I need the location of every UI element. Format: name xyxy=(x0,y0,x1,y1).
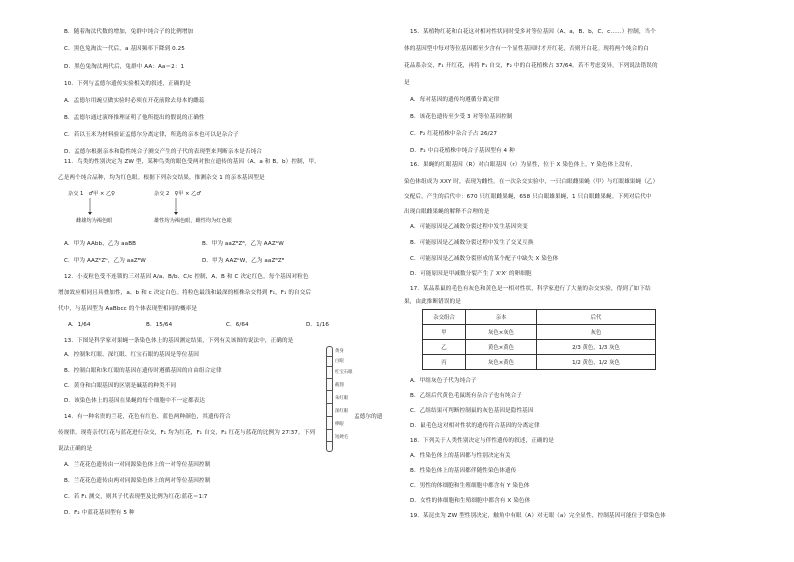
gene-label: 红宝石眼 xyxy=(335,370,353,375)
q15-option-d: D．F₂ 中白花植株中纯合子基因型有 4 种 xyxy=(410,148,515,154)
q16-option-b: B．可能原因是乙减数分裂过程中发生了交叉互换 xyxy=(410,240,534,246)
q12-option-b: B．15/64 xyxy=(146,322,173,328)
q13-stem: 13．下图是科学家对果蝇一条染色体上的基因测定结果，下列有关该图的说法中，正确的是 xyxy=(64,338,294,344)
q9-option-c: C．黑色兔淘汰一代后，a 基因频率下降到 0.25 xyxy=(64,46,185,52)
q15-stem-line2: 体的基因型中每对等位基因都至少含有一个显性基因时才开红花，否则开白花。现将两个纯合的白 xyxy=(404,46,649,52)
q19-stem: 19．某昆虫为 ZW 型性别决定，触角中有眼（A）对无眼（a）完全显性，控制基因可能位于常染色体 xyxy=(410,513,666,519)
table-cell: 乙 xyxy=(423,340,466,355)
gene-label: 短硬毛 xyxy=(335,435,349,440)
q16-option-c: C．可能原因是乙减数分裂形成的某个配子中缺失 X 染色体 xyxy=(410,256,559,262)
q10-option-a: A．孟德尔用豌豆做实验时必须在开花前除去母本的雌蕊 xyxy=(64,98,205,104)
q10-stem: 10．下列与孟德尔遗传实验相关的叙述，正确的是 xyxy=(64,81,191,87)
q17-stem-line1: 17．某品系鼠的毛色有灰色和黄色是一相对性状，科学家进行了大量的杂交实验，得到了如下结 xyxy=(410,286,651,292)
table-cell: 灰色×黄色 xyxy=(466,355,537,370)
q13-option-a: A．控制朱红眼、深红眼、红宝石眼的基因是等位基因 xyxy=(64,352,199,358)
q10-option-c: C．若以玉米为材料验证孟德尔分离定律，所选的亲本也可以是杂合子 xyxy=(64,132,239,138)
q9-option-b: B．随着淘汰代数的增加，兔群中纯合子的比例增加 xyxy=(64,29,194,35)
q12-option-a: A．1/64 xyxy=(68,322,91,328)
cross-results-table xyxy=(422,309,656,370)
table-header: 杂交组合 xyxy=(423,310,466,325)
gene-label: 朱红眼 xyxy=(335,396,349,401)
q12-stem-line1: 12．小麦粒色受不连锁的三对基因 A/a、B/b、C/c 控制，A、B 和 C 决定红色，每个基因对粒色 xyxy=(64,274,309,280)
gene-label: 深红眼 xyxy=(335,409,349,414)
table-row xyxy=(423,355,656,370)
q14-option-c: C．若 F₁ 测交，则其子代表现型及比例为红花∶蓝花＝1∶7 xyxy=(64,494,208,500)
q17-option-d: D．鼠毛色这对相对性状的遗传符合基因的分离定律 xyxy=(410,423,540,429)
q16-stem-line3: 交配后，产生的后代中：670 只红眼雌果蝇，658 只白眼雄果蝇，1 只白眼雌果蝇。下列对后代中 xyxy=(404,194,652,200)
q14-option-b: B．兰花花色遗传由两对同源染色体上的两对等位基因控制 xyxy=(64,478,211,484)
q13-option-d: D．该染色体上的基因在果蝇的每个细胞中不一定都表达 xyxy=(64,398,206,404)
q17-option-b: B．乙组后代黄色毛鼠既有杂合子也有纯合子 xyxy=(410,393,523,399)
gene-label: 白眼 xyxy=(335,359,344,364)
q15-option-c: C．F₂ 红花植株中杂合子占 26/27 xyxy=(410,131,497,137)
q16-stem-line4: 出现白眼雌果蝇的解释不合理的是 xyxy=(404,209,490,215)
q15-option-b: B．该花色遗传至少受 3 对等位基因控制 xyxy=(410,114,513,120)
q17-option-c: C．乙组结果可判断控制鼠的灰色基因是隐性基因 xyxy=(410,408,534,414)
q11-option-b: B．甲为 aaZᴮZᴮ，乙为 AAZᵇW xyxy=(202,241,284,247)
q11-option-c: C．甲为 AAZᵇZᵇ，乙为 aaZᴮW xyxy=(64,258,146,264)
q18-stem: 18．下列关于人类性别决定与伴性遗传的叙述，正确的是 xyxy=(410,438,554,444)
chromosome-gene-map xyxy=(322,346,372,452)
q11-stem-line2: 乙是两个纯合品种，均为红色眼。根据下列杂交结果，推测杂交 1 的亲本基因型是 xyxy=(58,175,265,181)
table-cell: 丙 xyxy=(423,355,466,370)
q11-option-a: A．甲为 AAbb，乙为 aaBB xyxy=(64,241,137,247)
table-cell: 灰色 xyxy=(537,325,656,340)
gene-label: 棒眼 xyxy=(335,422,344,427)
cross2-label: 杂交 2 ♀甲 × 乙♂ xyxy=(154,191,201,197)
q15-stem-line3: 花品系杂交，F₁ 开红花，再将 F₁ 自交，F₂ 中的白花植株占 37/64。若不考虑变异，下列说法错误的 xyxy=(404,63,658,69)
q15-stem-line1: 15．某植物红花和白花这对相对性状同时受多对等位基因（A、a，B、b，C、c……）控制，当个 xyxy=(410,29,656,35)
q12-option-c: C．6/64 xyxy=(226,322,249,328)
q12-stem-line3: 代中，与基因型为 AaBbcc 的个体表现型相同的概率是 xyxy=(58,306,198,312)
table-cell: 灰色×灰色 xyxy=(466,325,537,340)
q14-option-d: D．F₂ 中蓝花基因型有 5 种 xyxy=(64,510,135,516)
q14-option-a: A．兰花花色遗传由一对同源染色体上的一对等位基因控制 xyxy=(64,462,211,468)
table-header: 后代 xyxy=(537,310,656,325)
q13-option-c: C．黄身和白眼基因的区别是碱基的种类不同 xyxy=(64,383,177,389)
q12-stem-line2: 增加效应相同且具叠加性，a、b 和 c 决定白色。将粒色最浅和最深的植株杂交得到 F₁，F₁ 的自交后 xyxy=(58,290,312,296)
q10-option-d: D．孟德尔根据亲本和隐性纯合子测交产生的子代的表现型来判断亲本是否纯合 xyxy=(64,149,262,155)
q11-stem-line1: 11．鸟类的性别决定为 ZW 型，某种鸟类的眼色受两对独立遗传的基因（A、a 和 B、b）控制，甲、 xyxy=(64,159,320,165)
cross1-result: 雌雄均为褐色眼 xyxy=(76,218,113,224)
cross1-label: 杂交 1 ♂甲 × 乙♀ xyxy=(68,191,115,197)
q12-option-d: D．1/16 xyxy=(306,322,330,328)
q15-option-a: A．每对基因的遗传均遵循分离定律 xyxy=(410,97,500,103)
q16-stem-line2: 染色体组成为 XXY 时，表现为雌性。在一次杂交实验中，一只白眼雌果蝇（甲）与红眼雄果蝇（乙） xyxy=(404,179,659,185)
q14-stem-line1-end: 孟德尔的遗 xyxy=(354,414,383,420)
q14-stem-line1: 14．有一种名贵的兰花，花色有红色、蓝色两种颜色，其遗传符合 xyxy=(64,414,231,420)
cross2-result: 雄性均为褐色眼，雌性均为红色眼 xyxy=(154,218,232,224)
q18-option-c: C．男性的体细胞和生殖细胞中都含有 Y 染色体 xyxy=(410,483,530,489)
q11-option-d: D．甲为 AAZᵇW，乙为 aaZᴮZᴮ xyxy=(202,258,285,264)
table-cell: 2/3 黄色，1/3 灰色 xyxy=(537,340,656,355)
q18-option-d: D．女性的体细胞和生殖细胞中都含有 X 染色体 xyxy=(410,498,531,504)
q9-option-d: D．黑色兔淘汰两代后，兔群中 AA：Aa＝2：1 xyxy=(64,64,185,70)
gene-label: 截翅 xyxy=(335,383,344,388)
q16-option-d: D．可能原因是甲减数分裂产生了 XʳXʳ 的卵细胞 xyxy=(410,271,532,277)
q18-option-a: A．性染色体上的基因都与性别决定有关 xyxy=(410,453,511,459)
cross-diagram xyxy=(66,190,316,228)
chromosome-rod xyxy=(326,346,333,452)
table-row xyxy=(423,340,656,355)
q14-stem-line2: 传规律。现将亲代红花与蓝花进行杂交，F₁ 均为红花，F₁ 自交，F₂ 红花与蓝花的比例为 27∶37。下列 xyxy=(58,430,316,436)
q15-stem-line4: 是 xyxy=(404,80,410,86)
table-cell: 黄色×黄色 xyxy=(466,340,537,355)
gene-label: 黄身 xyxy=(335,349,344,354)
table-cell: 1/2 黄色，1/2 灰色 xyxy=(537,355,656,370)
table-row xyxy=(423,325,656,340)
table-cell: 甲 xyxy=(423,325,466,340)
q16-option-a: A．可能原因是乙减数分裂过程中发生基因突变 xyxy=(410,224,528,230)
q13-option-b: B．控制白眼和朱红眼的基因在遗传时遵循基因的自由组合定律 xyxy=(64,368,222,374)
q17-option-a: A．甲组灰色子代为纯合子 xyxy=(410,378,477,384)
q17-stem-line2: 果，由此推断错误的是 xyxy=(404,299,461,305)
q16-stem-line1: 16．果蝇的红眼基因（R）对白眼基因（r）为显性，位于 X 染色体上，Y 染色体上没有， xyxy=(410,162,637,168)
q18-option-b: B．性染色体上的基因都伴随性染色体遗传 xyxy=(410,468,517,474)
table-header: 亲本 xyxy=(466,310,537,325)
q10-option-b: B．孟德尔通过演绎推理证明了他所提出的假说的正确性 xyxy=(64,115,205,121)
q14-stem-line3: 说法正确的是 xyxy=(58,446,93,452)
